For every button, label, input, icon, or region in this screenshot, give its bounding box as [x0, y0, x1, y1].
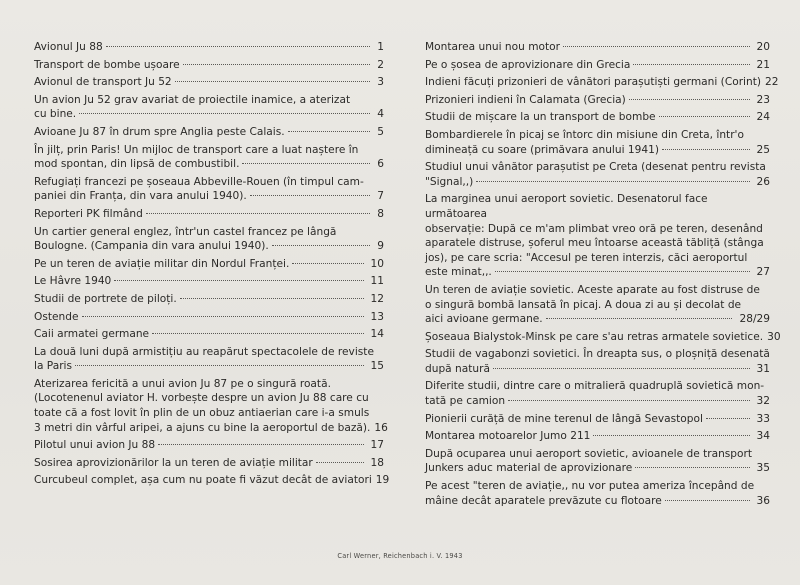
toc-entry-final-line: [425, 461, 770, 476]
toc-entry: [425, 110, 770, 125]
toc-entry-final-line: [34, 327, 384, 342]
dot-leader: [508, 400, 749, 401]
toc-page-number: 6: [377, 158, 384, 171]
toc-entry-final-line: [425, 58, 770, 73]
toc-page-number: 28/29: [739, 313, 770, 326]
toc-entry: [34, 125, 384, 140]
toc-right-column: [425, 40, 781, 511]
dot-leader: [495, 271, 750, 272]
toc-entry-final-line: [34, 310, 384, 325]
toc-entry-title: mâine decât aparatele prevăzute cu flotoare: [425, 494, 662, 507]
dot-leader: [593, 435, 749, 436]
toc-entry-title: este minat,,.: [425, 266, 492, 279]
toc-entry-title: Pilotul unui avion Ju 88: [34, 439, 156, 452]
dot-leader: [152, 333, 363, 334]
toc-entry: [34, 456, 384, 471]
toc-page-number: 31: [756, 362, 770, 375]
toc-left-column: [34, 40, 390, 491]
toc-entry-final-line: [425, 412, 770, 427]
toc-page-number: 12: [370, 292, 384, 305]
dot-leader: [629, 99, 750, 100]
toc-entry-title: Caii armatei germane: [34, 328, 150, 341]
toc-entry: [34, 143, 384, 172]
toc-entry-title: aici avioane germane.: [425, 313, 543, 326]
toc-entry-title: Studii de mișcare la un transport de bombe: [425, 111, 656, 124]
toc-page-number: 23: [756, 93, 770, 106]
toc-page-number: 10: [370, 257, 384, 270]
toc-entry-line: Un avion Ju 52 grav avariat de proiectile inamice, a aterizat: [34, 93, 351, 106]
toc-entry-line: Refugiați francezi pe șoseaua Abbeville-Rouen (în timpul cam-: [34, 175, 364, 188]
toc-entry: [425, 479, 770, 508]
toc-entry-title: la Paris: [34, 360, 73, 373]
toc-page-number: 15: [370, 360, 384, 373]
toc-entry: [34, 310, 384, 325]
toc-page-number: 11: [370, 275, 384, 288]
toc-entry-title: dimineață cu soare (primăvara anului 1941): [425, 143, 659, 156]
toc-entry-title: Studii de portrete de piloți.: [34, 292, 177, 305]
dot-leader: [106, 46, 371, 47]
toc-entry-final-line: [34, 107, 384, 122]
toc-entry-line: Aterizarea fericită a unui avion Ju 87 pe o singură roată.: [34, 377, 331, 390]
toc-entry-title: Pe o șosea de aprovizionare din Grecia: [425, 58, 631, 71]
toc-entry-final-line: [425, 265, 770, 280]
toc-entry: [425, 160, 770, 189]
toc-entry-title: "Signal,,): [425, 175, 474, 188]
toc-page-number: 34: [756, 430, 770, 443]
dot-leader: [316, 462, 364, 463]
dot-leader: [250, 195, 370, 196]
toc-page-number: 33: [756, 412, 770, 425]
dot-leader: [563, 46, 750, 47]
toc-entry-line: Bombardierele în picaj se întorc din misiune din Creta, într'o: [425, 128, 744, 141]
toc-entry-final-line: [34, 40, 384, 55]
toc-entry: [34, 292, 384, 307]
toc-entry-final-line: [425, 494, 770, 509]
toc-entry-line: În jilț, prin Paris! Un mijloc de transport care a luat naștere în: [34, 143, 359, 156]
toc-entry-line: Studiul unui vânător parașutist pe Creta (desenat pentru revista: [425, 161, 766, 174]
toc-entry-final-line: [34, 456, 384, 471]
toc-entry-final-line: [34, 257, 384, 272]
toc-entry-line: o singură bombă lansată în picaj. A doua zi au și decolat de: [425, 298, 742, 311]
toc-entry-line: observație: După ce m'am plimbat vreo oră pe teren, desenând: [425, 222, 763, 235]
toc-entry-title: Avionul Ju 88: [34, 41, 103, 53]
toc-entry: [425, 58, 770, 73]
toc-entry: [425, 447, 770, 476]
toc-entry: [34, 257, 384, 272]
toc-entry: [34, 93, 384, 122]
toc-entry-title: Junkers aduc material de aprovizionare: [425, 462, 633, 475]
toc-entry-title: Avionul de transport Ju 52: [34, 76, 172, 89]
dot-leader: [114, 280, 363, 281]
toc-entry-title: Pionierii curăță de mine terenul de lângă Sevastopol: [425, 412, 703, 425]
toc-page-number: 35: [756, 462, 770, 475]
toc-page-number: 13: [370, 310, 384, 323]
dot-leader: [288, 131, 371, 132]
toc-entry: [34, 473, 390, 488]
toc-entry-final-line: [34, 438, 384, 453]
toc-entry-final-line: [425, 429, 770, 444]
toc-entry: [34, 225, 384, 254]
dot-leader: [180, 298, 364, 299]
toc-entry: [425, 429, 770, 444]
dot-leader: [493, 368, 750, 369]
toc-entry-final-line: [34, 239, 384, 254]
toc-entry-title: Boulogne. (Campania din vara anului 1940).: [34, 240, 269, 253]
toc-entry: [425, 347, 770, 376]
toc-page-number: 24: [756, 111, 770, 124]
toc-entry: [425, 40, 770, 55]
dot-leader: [146, 213, 370, 214]
toc-page-number: 36: [756, 494, 770, 507]
toc-entry-title: Ostende: [34, 310, 79, 323]
toc-entry: [34, 377, 388, 435]
toc-entry: [34, 274, 384, 289]
toc-entry-final-line: [425, 75, 779, 90]
toc-page-number: 14: [370, 328, 384, 341]
toc-entry-line: Diferite studii, dintre care o mitralieră quadruplă sovietică mon-: [425, 380, 765, 393]
toc-entry-title: Avioane Ju 87 în drum spre Anglia peste Calais.: [34, 125, 285, 138]
toc-entry-final-line: [34, 157, 384, 172]
toc-entry-line: Pe acest "teren de aviație,, nu vor putea ameriza începând de: [425, 480, 755, 493]
toc-entry: [34, 327, 384, 342]
toc-page-number: 26: [756, 175, 770, 188]
toc-entry-title: Pe un teren de aviație militar din Nordul Franței.: [34, 257, 290, 270]
toc-page-number: 3: [377, 76, 384, 89]
toc-page-number: 4: [377, 108, 384, 121]
toc-entry: [34, 58, 384, 73]
toc-entry: [34, 175, 384, 204]
dot-leader: [292, 263, 363, 264]
toc-entry-final-line: [34, 292, 384, 307]
toc-page-number: 16: [374, 421, 388, 434]
toc-entry-title: Transport de bombe ușoare: [34, 58, 180, 71]
toc-entry-line: Un teren de aviație sovietic. Aceste aparate au fost distruse de: [425, 283, 760, 296]
toc-entry-line: La două luni după armistițiu au reapărut spectacolele de reviste: [34, 345, 374, 358]
dot-leader: [175, 81, 371, 82]
toc-entry-title: Sosirea aprovizionărilor la un teren de aviație militar: [34, 456, 313, 469]
dot-leader: [659, 116, 750, 117]
toc-entry-final-line: [425, 362, 770, 377]
toc-page-number: 20: [756, 41, 770, 53]
toc-entry-final-line: [34, 189, 384, 204]
toc-entry-final-line: [425, 40, 770, 55]
imprint-footer: Carl Werner, Reichenbach i. V. 1943: [337, 552, 463, 560]
dot-leader: [158, 444, 363, 445]
toc-page-number: 32: [756, 395, 770, 408]
toc-entry-title: Le Hâvre 1940: [34, 275, 112, 288]
dot-leader: [79, 113, 370, 114]
toc-entry: [425, 379, 770, 408]
toc-entry-final-line: [34, 359, 384, 374]
toc-page-number: 2: [377, 58, 384, 71]
dot-leader: [75, 365, 363, 366]
dot-leader: [476, 181, 749, 182]
toc-entry-final-line: [34, 75, 384, 90]
dot-leader: [706, 418, 750, 419]
toc-entry-title: Montarea motoarelor Jumo 211: [425, 430, 591, 443]
toc-entry-final-line: [425, 312, 770, 327]
toc-entry-final-line: [425, 175, 770, 190]
toc-page-number: 1: [377, 41, 384, 53]
toc-entry-title: mod spontan, din lipsă de combustibil.: [34, 158, 240, 171]
toc-page-number: 27: [756, 266, 770, 279]
dot-leader: [662, 149, 750, 150]
toc-entry-line: aparatele distruse, șoferul meu întoarse această tăbliță (stânga: [425, 237, 764, 250]
toc-entry-line: După ocuparea unui aeroport sovietic, avioanele de transport: [425, 447, 753, 460]
toc-entry-final-line: [34, 125, 384, 140]
toc-entry: [425, 93, 770, 108]
toc-entry: [34, 75, 384, 90]
toc-entry-title: Reporteri PK filmând: [34, 207, 143, 220]
toc-entry-line: Studii de vagabonzi sovietici. În dreapta sus, o ploșniță desenată: [425, 348, 770, 361]
dot-leader: [272, 245, 371, 246]
dot-leader: [546, 318, 733, 319]
toc-entry: [425, 192, 770, 280]
toc-entry-final-line: [34, 207, 384, 222]
toc-entry-line: La marginea unui aeroport sovietic. Desenatorul face următoarea: [425, 193, 708, 220]
dot-leader: [633, 64, 749, 65]
toc-entry-title: Montarea unui nou motor: [425, 41, 561, 53]
toc-entry-title: Curcubeul complet, așa cum nu poate fi văzut decât de aviatori: [34, 474, 372, 487]
toc-entry: [425, 412, 770, 427]
toc-entry-final-line: [425, 110, 770, 125]
dot-leader: [635, 467, 749, 468]
toc-entry: [425, 128, 770, 157]
toc-entry-line: jos), pe care scria: "Accesul pe teren interzis, căci aeroportul: [425, 251, 748, 264]
toc-entry-final-line: [34, 274, 384, 289]
toc-page-number: 18: [370, 456, 384, 469]
toc-entry-final-line: [34, 473, 390, 488]
toc-page-number: 17: [370, 439, 384, 452]
toc-page-number: 9: [377, 240, 384, 253]
toc-entry-title: cu bine.: [34, 108, 77, 121]
toc-page-number: 25: [756, 143, 770, 156]
toc-entry-title: după natură: [425, 362, 490, 375]
toc-entry-title: tată pe camion: [425, 395, 506, 408]
toc-entry-final-line: [425, 143, 770, 158]
toc-entry-title: Șoseaua Bialystok-Minsk pe care s'au retras armatele sovietice.: [425, 330, 764, 343]
toc-entry: [425, 283, 770, 327]
toc-entry-title: 3 metri din vârful aripei, a ajuns cu bine la aeroportul de bază).: [34, 421, 371, 434]
toc-entry-title: paniei din Franța, din vara anului 1940).: [34, 190, 247, 203]
toc-entry-final-line: [425, 394, 770, 409]
toc-entry: [34, 345, 384, 374]
dot-leader: [665, 500, 750, 501]
toc-entry: [34, 207, 384, 222]
toc-page-number: 5: [377, 125, 384, 138]
toc-entry-title: Indieni făcuți prizonieri de vânători parașutiști germani (Corint): [425, 76, 761, 89]
toc-entry-title: Prizonieri indieni în Calamata (Grecia): [425, 93, 626, 106]
toc-entry-final-line: [425, 93, 770, 108]
toc-entry-line: toate că a fost lovit în plin de un obuz antiaerian care i-a smuls: [34, 407, 370, 420]
toc-page-number: 21: [756, 58, 770, 71]
toc-entry-final-line: [34, 421, 388, 436]
toc-page-number: 30: [767, 330, 781, 343]
toc-entry: [425, 330, 781, 345]
toc-page-number: 19: [375, 474, 390, 487]
toc-entry-final-line: [34, 58, 384, 73]
dot-leader: [242, 163, 370, 164]
toc-page-number: 8: [377, 207, 384, 220]
toc-page-number: 22: [765, 76, 779, 89]
dot-leader: [183, 64, 371, 65]
dot-leader: [82, 316, 364, 317]
toc-entry: [34, 40, 384, 55]
toc-entry-line: Un cartier general englez, într'un castel francez pe lângă: [34, 225, 337, 238]
toc-entry-line: (Locotenenul aviator H. vorbește despre un avion Ju 88 care cu: [34, 392, 369, 405]
toc-page-number: 7: [377, 190, 384, 203]
toc-entry: [425, 75, 779, 90]
toc-entry: [34, 438, 384, 453]
toc-entry-final-line: [425, 330, 781, 345]
